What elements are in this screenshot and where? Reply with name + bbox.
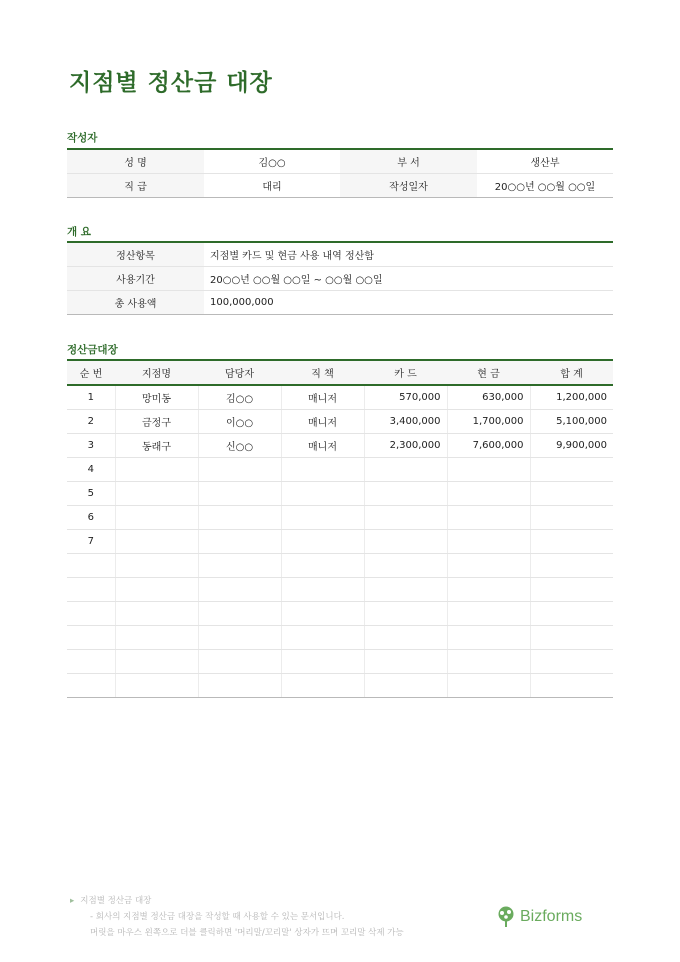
table-cell[interactable] xyxy=(364,458,447,482)
table-row xyxy=(67,434,613,458)
table-cell[interactable] xyxy=(115,578,198,602)
table-cell[interactable] xyxy=(67,578,115,602)
table-cell[interactable] xyxy=(447,626,530,650)
table-cell[interactable] xyxy=(115,602,198,626)
table-cell[interactable] xyxy=(447,530,530,554)
table-cell[interactable]: 신○○ xyxy=(198,434,281,458)
column-header: 지점명 xyxy=(115,360,198,385)
table-cell[interactable]: 1 xyxy=(67,385,115,410)
label-cell: 작성일자 xyxy=(340,174,477,198)
table-row xyxy=(67,674,613,698)
table-cell[interactable]: 1,200,000 xyxy=(530,385,613,410)
table-cell[interactable] xyxy=(364,602,447,626)
footer-line-3: 머릿을 마우스 왼쪽으로 더블 클릭하면 '머리말/꼬리말' 상자가 뜨며 꼬리말 삭제 가능 xyxy=(90,928,404,938)
document-title: 지점별 정산금 대장 xyxy=(69,70,273,96)
table-cell[interactable]: 570,000 xyxy=(364,385,447,410)
author-row xyxy=(67,149,613,174)
table-cell[interactable]: 630,000 xyxy=(447,385,530,410)
table-cell[interactable] xyxy=(364,650,447,674)
table-cell[interactable] xyxy=(364,626,447,650)
table-cell[interactable] xyxy=(447,506,530,530)
table-cell[interactable]: 2 xyxy=(67,410,115,434)
bizforms-logo xyxy=(496,906,582,928)
table-cell[interactable] xyxy=(115,674,198,698)
table-cell[interactable] xyxy=(530,554,613,578)
footer-line-1: 지점별 정산금 대장 xyxy=(80,896,152,906)
table-cell[interactable] xyxy=(115,530,198,554)
label-cell: 정산항목 xyxy=(67,242,204,267)
table-cell[interactable]: 매니저 xyxy=(281,410,364,434)
table-cell[interactable]: 금정구 xyxy=(115,410,198,434)
author-row xyxy=(67,174,613,198)
table-cell[interactable]: 2,300,000 xyxy=(364,434,447,458)
table-cell[interactable] xyxy=(67,674,115,698)
table-cell[interactable] xyxy=(198,626,281,650)
table-cell[interactable] xyxy=(447,602,530,626)
table-row xyxy=(67,482,613,506)
logo-text: Bizforms xyxy=(520,908,583,925)
table-cell[interactable] xyxy=(198,650,281,674)
table-cell[interactable] xyxy=(447,458,530,482)
overview-row xyxy=(67,267,613,291)
table-cell[interactable]: 5,100,000 xyxy=(530,410,613,434)
table-cell[interactable]: 동래구 xyxy=(115,434,198,458)
table-cell[interactable]: 1,700,000 xyxy=(447,410,530,434)
table-cell[interactable]: 7 xyxy=(67,530,115,554)
value-cell[interactable]: 대리 xyxy=(204,174,340,198)
ledger-body xyxy=(67,385,613,698)
table-cell[interactable]: 6 xyxy=(67,506,115,530)
value-cell[interactable]: 100,000,000 xyxy=(204,291,613,315)
table-cell[interactable] xyxy=(447,482,530,506)
value-cell[interactable]: 지점별 카드 및 현금 사용 내역 정산함 xyxy=(204,242,613,267)
table-cell[interactable] xyxy=(364,482,447,506)
table-row xyxy=(67,554,613,578)
table-row xyxy=(67,602,613,626)
table-cell[interactable]: 망미동 xyxy=(115,385,198,410)
table-cell[interactable] xyxy=(281,554,364,578)
table-cell[interactable] xyxy=(281,458,364,482)
table-row xyxy=(67,578,613,602)
table-cell[interactable]: 김○○ xyxy=(198,385,281,410)
table-cell[interactable] xyxy=(364,506,447,530)
table-cell[interactable] xyxy=(198,554,281,578)
table-row xyxy=(67,650,613,674)
table-cell[interactable] xyxy=(281,482,364,506)
table-cell[interactable] xyxy=(198,482,281,506)
table-row xyxy=(67,458,613,482)
table-cell[interactable] xyxy=(281,578,364,602)
value-cell[interactable]: 20○○년 ○○월 ○○일 ~ ○○월 ○○일 xyxy=(204,267,613,291)
table-cell[interactable]: 3 xyxy=(67,434,115,458)
column-header: 직 책 xyxy=(281,360,364,385)
table-cell[interactable]: 3,400,000 xyxy=(364,410,447,434)
label-cell: 사용기간 xyxy=(67,267,204,291)
table-cell[interactable] xyxy=(530,482,613,506)
table-cell[interactable] xyxy=(115,626,198,650)
table-cell[interactable] xyxy=(530,458,613,482)
column-header: 카 드 xyxy=(364,360,447,385)
table-cell[interactable] xyxy=(281,506,364,530)
value-cell[interactable]: 생산부 xyxy=(477,149,613,174)
table-cell[interactable] xyxy=(530,602,613,626)
overview-row xyxy=(67,291,613,315)
footer-notes xyxy=(70,893,404,941)
column-header: 현 금 xyxy=(447,360,530,385)
table-cell[interactable] xyxy=(67,626,115,650)
ledger-header-row xyxy=(67,360,613,385)
value-cell[interactable]: 김○○ xyxy=(204,149,340,174)
overview-table xyxy=(67,241,613,315)
table-cell[interactable] xyxy=(447,650,530,674)
table-cell[interactable] xyxy=(447,674,530,698)
table-row xyxy=(67,530,613,554)
column-header: 합 계 xyxy=(530,360,613,385)
table-row xyxy=(67,385,613,410)
label-cell: 직 급 xyxy=(67,174,204,198)
label-cell: 총 사용액 xyxy=(67,291,204,315)
table-row xyxy=(67,410,613,434)
table-cell[interactable] xyxy=(530,674,613,698)
table-cell[interactable]: 이○○ xyxy=(198,410,281,434)
tree-icon xyxy=(496,906,516,928)
table-cell[interactable] xyxy=(67,602,115,626)
table-cell[interactable] xyxy=(67,554,115,578)
table-cell[interactable] xyxy=(364,674,447,698)
overview-section-label: 개 요 xyxy=(67,226,91,238)
table-cell[interactable] xyxy=(447,554,530,578)
table-cell[interactable] xyxy=(198,602,281,626)
table-cell[interactable] xyxy=(281,530,364,554)
table-cell[interactable]: 매니저 xyxy=(281,385,364,410)
table-cell[interactable] xyxy=(198,674,281,698)
table-cell[interactable] xyxy=(198,530,281,554)
table-cell[interactable] xyxy=(115,482,198,506)
ledger-section-label: 정산금대장 xyxy=(67,344,118,356)
table-cell[interactable] xyxy=(115,458,198,482)
table-cell[interactable] xyxy=(364,554,447,578)
table-cell[interactable] xyxy=(530,578,613,602)
table-cell[interactable] xyxy=(198,506,281,530)
table-cell[interactable] xyxy=(364,578,447,602)
table-cell[interactable] xyxy=(198,458,281,482)
ledger-table xyxy=(67,359,613,698)
table-cell[interactable]: 4 xyxy=(67,458,115,482)
table-cell[interactable] xyxy=(281,602,364,626)
table-cell[interactable]: 5 xyxy=(67,482,115,506)
triangle-bullet-icon: ▸ xyxy=(70,896,75,906)
table-cell[interactable]: 9,900,000 xyxy=(530,434,613,458)
author-section-label: 작성자 xyxy=(67,132,98,144)
value-cell[interactable]: 20○○년 ○○월 ○○일 xyxy=(477,174,613,198)
table-row xyxy=(67,506,613,530)
table-cell[interactable] xyxy=(447,578,530,602)
author-table xyxy=(67,148,613,198)
column-header: 담당자 xyxy=(198,360,281,385)
table-cell[interactable] xyxy=(67,650,115,674)
table-cell[interactable] xyxy=(281,626,364,650)
table-cell[interactable] xyxy=(198,578,281,602)
table-cell[interactable]: 매니저 xyxy=(281,434,364,458)
table-cell[interactable] xyxy=(530,650,613,674)
label-cell: 부 서 xyxy=(340,149,477,174)
table-cell[interactable] xyxy=(281,650,364,674)
table-cell[interactable] xyxy=(530,626,613,650)
footer-line-2: - 회사의 지점별 정산금 대장을 작성할 때 사용할 수 있는 문서입니다. xyxy=(90,912,345,922)
table-cell[interactable] xyxy=(115,650,198,674)
overview-row xyxy=(67,242,613,267)
table-cell[interactable] xyxy=(530,506,613,530)
table-cell[interactable] xyxy=(115,506,198,530)
column-header: 순 번 xyxy=(67,360,115,385)
table-cell[interactable] xyxy=(364,530,447,554)
label-cell: 성 명 xyxy=(67,149,204,174)
table-cell[interactable] xyxy=(530,530,613,554)
table-cell[interactable] xyxy=(115,554,198,578)
table-row xyxy=(67,626,613,650)
table-cell[interactable] xyxy=(281,674,364,698)
table-cell[interactable]: 7,600,000 xyxy=(447,434,530,458)
